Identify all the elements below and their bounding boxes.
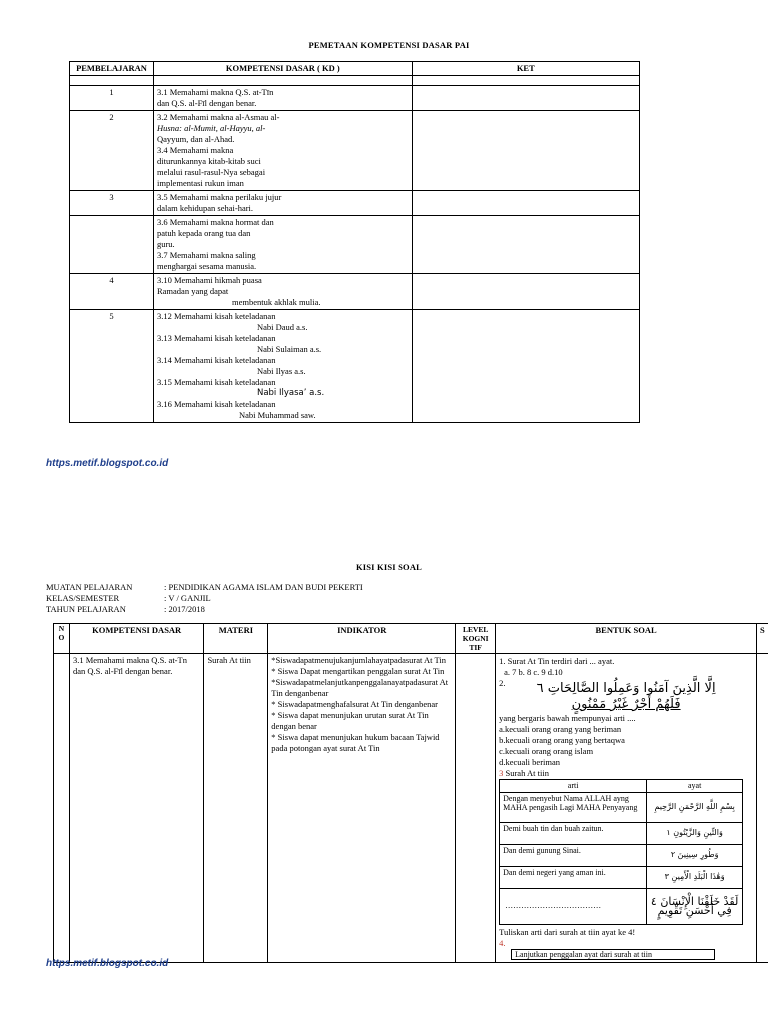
kisi-kd: 3.1 Memahami makna Q.S. at-Tn dan Q.S. al-Fīl dengan benar.: [69, 654, 204, 963]
table-row: [70, 86, 640, 111]
col-materi: MATERI: [204, 624, 268, 654]
col-level: LEVEL KOGNI TIF: [456, 624, 496, 654]
col-no: N O: [54, 624, 70, 654]
meta-tahun: TAHUN PELAJARAN : 2017/2018: [46, 604, 205, 614]
table-row: Dan demi gunung Sinai. وَطُورِ سِينِينَ ٢: [500, 844, 743, 866]
doc2-title: KISI KISI SOAL: [355, 562, 423, 572]
table-row: Demi buah tin dan buah zaitun. وَالتِّينِ وَالزَّيْتُونِ ١: [500, 822, 743, 844]
q2-option-a: a.kecuali orang orang yang beriman: [499, 724, 622, 734]
q2-option-c: c.kecuali orang orang islam: [499, 746, 594, 756]
kd-table-header: [70, 62, 640, 76]
table-row: [70, 274, 640, 310]
q4-number: 4.: [499, 937, 506, 948]
kisi-table: [53, 623, 768, 963]
kisi-header: [54, 624, 768, 654]
q2-number: 2.: [499, 678, 506, 688]
blog-link[interactable]: https.metif.blogspot.co.id: [46, 458, 169, 469]
q2-option-d: d.kecuali beriman: [499, 757, 561, 767]
row-no: 4: [70, 274, 154, 310]
blog-link-bottom[interactable]: https.metif.blogspot.co.id: [46, 958, 169, 969]
q1-options: a. 7 b. 8 c. 9 d.10: [504, 667, 563, 677]
col-kompetensi: KOMPETENSI DASAR ( KD ): [153, 62, 412, 76]
q2-arabic-verse: اِلَّا الَّذِينَ آمَنُوا وَعَمِلُوا الصَّالِحَاتِ ٦ فَلَهُمْ أَجْرٌ غَيْرُ مَمْنُونٍ: [536, 681, 716, 712]
table-row: [70, 216, 640, 274]
table-row: [54, 654, 768, 963]
row-kd: 3.10 Memahami hikmah puasa Ramadan yang dapat membentuk akhlak mulia.: [153, 274, 412, 310]
col-kd: KOMPETENSI DASAR: [69, 624, 204, 654]
kisi-soal: [496, 654, 757, 963]
row-no: 3: [70, 191, 154, 216]
row-kd: 3.6 Memahami makna hormat dan patuh kepada orang tua dan guru. 3.7 Memahami makna saling menghargai sesama manusia.: [153, 216, 412, 274]
row-no: 5: [70, 310, 154, 423]
table-row: Dengan menyebut Nama ALLAH ayng MAHA pengasih Lagi MAHA Penyayang بِسْمِ اللَّهِ الرَّحْمَنِ الرَّحِيمِ: [500, 792, 743, 822]
row-kd: 3.1 Memahami makna Q.S. at-Tīn dan Q.S. al-Fīl dengan benar.: [153, 86, 412, 111]
q1: 1. Surat At Tin terdiri dari ... ayat.: [499, 656, 615, 666]
col-s: S: [757, 624, 768, 654]
col-indikator: INDIKATOR: [268, 624, 456, 654]
inner-col-arti: arti: [500, 780, 647, 793]
row-kd: 3.2 Memahami makna al-Asmau al- Husna: al-Mumit, al-Hayyu, al- Qayyum, dan al-Ahad. 3.4 Memahami makna diturunkannya kitab-kitab suci melalui rasul-rasul-Nya sebagai implementasi rukun iman: [153, 111, 412, 191]
row-kd: 3.12 Memahami kisah keteladanan Nabi Daud a.s. 3.13 Memahami kisah keteladanan Nabi Sulaiman a.s. 3.14 Memahami kisah keteladanan Nabi Ilyas a.s. 3.15 Memahami kisah keteladanan Nabi Ilyasa’ a.s. 3.16 Memahami kisah keteladanan Nabi Muhammad saw.: [153, 310, 412, 423]
q2-option-b: b.kecuali orang orang yang bertaqwa: [499, 735, 625, 745]
table-row: [70, 310, 640, 423]
q3-instruction: Tuliskan arti dari surah at tiin ayat ke 4!: [499, 926, 636, 937]
q3-heading: 3 Surah At tiin: [499, 768, 549, 778]
table-row: [70, 191, 640, 216]
table-row: [70, 111, 640, 191]
col-bentuk-soal: BENTUK SOAL: [496, 624, 757, 654]
meta-kelas: KELAS/SEMESTER : V / GANJIL: [46, 593, 211, 603]
table-row: Dan demi negeri yang aman ini. وَهَٰذَا الْبَلَدِ الْأَمِينِ ٣: [500, 866, 743, 888]
kisi-materi: Surah At tiin: [204, 654, 268, 963]
row-kd: 3.5 Memahami makna perilaku jujur dalam kehidupan sehai-hari.: [153, 191, 412, 216]
inner-col-ayat: ayat: [647, 780, 743, 793]
kisi-indikator: *Siswadapatmenujukanjumlahayatpadasurat At Tin * Siswa Dapat mengartikan penggalan surat At Tin *Siswadapatmelanjutkanpenggalanayatpadasurat At Tin denganbenar * Siswadapatmenghafalsurat At Tin denganbenar * Siswa dapat menunjukan urutan surat At Tin dengan benar * Siswa dapat menunjukan hukum bacaan Tajwid pada potongan ayat surat At Tin: [268, 654, 456, 963]
meta-muatan: MUATAN PELAJARAN : PENDIDIKAN AGAMA ISLAM DAN BUDI PEKERTI: [46, 582, 363, 592]
table-row: ……………………………… لَقَدْ خَلَقْنَا الْإِنْسَانَ ٤ فِي أَحْسَنِ تَقْوِيمٍ: [500, 888, 743, 924]
row-no: 2: [70, 111, 154, 191]
col-ket: KET: [412, 62, 639, 76]
row-no: 1: [70, 86, 154, 111]
at-tiin-table: [499, 779, 743, 925]
col-pembelajaran: PEMBELAJARAN: [70, 62, 154, 76]
kd-mapping-table: [69, 61, 640, 423]
q2-text: yang bergaris bawah mempunyai arti ....: [499, 713, 636, 723]
row-no: [70, 216, 154, 274]
doc1-title: PEMETAAN KOMPETENSI DASAR PAI: [308, 40, 470, 50]
q4-box: Lanjutkan penggalan ayat dari surah at tiin: [511, 949, 715, 960]
